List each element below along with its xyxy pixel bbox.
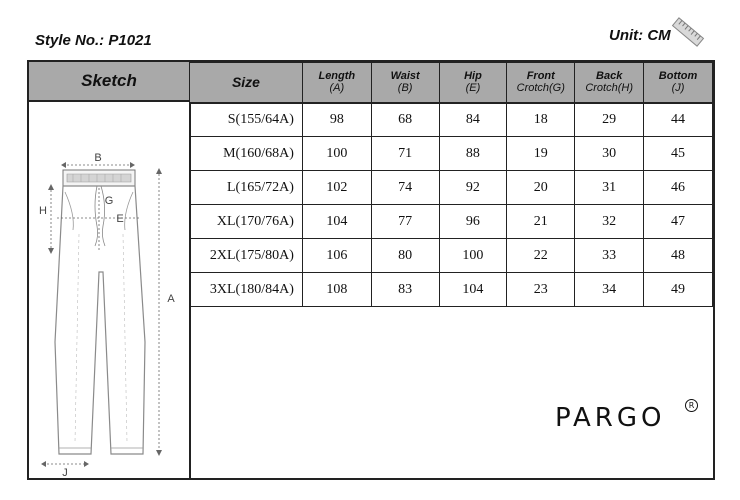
hip-cell: 104 xyxy=(439,273,507,307)
pants-sketch xyxy=(29,102,189,478)
front-crotch-cell: 19 xyxy=(507,137,575,171)
column-header-back-crotch: Back Crotch(H) xyxy=(575,63,644,103)
back-crotch-cell: 33 xyxy=(575,239,644,273)
registered-mark-icon: R xyxy=(685,399,698,412)
column-header-waist: Waist (B) xyxy=(371,63,439,103)
waist-cell: 80 xyxy=(371,239,439,273)
front-crotch-cell: 18 xyxy=(507,103,575,137)
waist-cell: 77 xyxy=(371,205,439,239)
table-row xyxy=(190,171,713,205)
bottom-cell: 47 xyxy=(644,205,713,239)
size-cell: S(155/64A) xyxy=(190,103,303,137)
size-cell: 3XL(180/84A) xyxy=(190,273,303,307)
length-cell: 106 xyxy=(302,239,371,273)
marker-e: E xyxy=(116,213,124,225)
length-cell: 104 xyxy=(302,205,371,239)
column-header-bottom: Bottom (J) xyxy=(644,63,713,103)
size-cell: M(160/68A) xyxy=(190,137,303,171)
back-crotch-cell: 29 xyxy=(575,103,644,137)
marker-h: H xyxy=(39,205,47,217)
column-header-length: Length (A) xyxy=(302,63,371,103)
length-cell: 100 xyxy=(302,137,371,171)
back-crotch-cell: 34 xyxy=(575,273,644,307)
table-header-row xyxy=(190,63,713,103)
column-header-size: Size xyxy=(190,63,303,103)
marker-j: J xyxy=(62,467,68,478)
marker-b: B xyxy=(94,152,102,164)
front-crotch-cell: 20 xyxy=(507,171,575,205)
bottom-cell: 44 xyxy=(644,103,713,137)
front-crotch-cell: 21 xyxy=(507,205,575,239)
waist-cell: 83 xyxy=(371,273,439,307)
marker-a: A xyxy=(167,293,175,305)
front-crotch-cell: 23 xyxy=(507,273,575,307)
ruler-icon xyxy=(668,12,708,52)
table-row xyxy=(190,273,713,307)
table-row xyxy=(190,103,713,137)
hip-cell: 100 xyxy=(439,239,507,273)
bottom-cell: 48 xyxy=(644,239,713,273)
sketch-column xyxy=(29,62,191,478)
bottom-cell: 49 xyxy=(644,273,713,307)
size-cell: XL(170/76A) xyxy=(190,205,303,239)
sketch-header: Sketch xyxy=(29,62,189,102)
back-crotch-cell: 30 xyxy=(575,137,644,171)
size-table xyxy=(189,62,713,307)
waist-cell: 71 xyxy=(371,137,439,171)
back-crotch-cell: 32 xyxy=(575,205,644,239)
size-cell: 2XL(175/80A) xyxy=(190,239,303,273)
hip-cell: 92 xyxy=(439,171,507,205)
column-header-front-crotch: Front Crotch(G) xyxy=(507,63,575,103)
table-row xyxy=(190,205,713,239)
back-crotch-cell: 31 xyxy=(575,171,644,205)
hip-cell: 96 xyxy=(439,205,507,239)
size-cell: L(165/72A) xyxy=(190,171,303,205)
style-number: Style No.: P1021 xyxy=(35,32,152,49)
table-row xyxy=(190,137,713,171)
front-crotch-cell: 22 xyxy=(507,239,575,273)
length-cell: 98 xyxy=(302,103,371,137)
column-header-hip: Hip (E) xyxy=(439,63,507,103)
length-cell: 102 xyxy=(302,171,371,205)
hip-cell: 88 xyxy=(439,137,507,171)
table-row xyxy=(190,239,713,273)
brand-logo: PARGO xyxy=(555,403,666,433)
bottom-cell: 45 xyxy=(644,137,713,171)
length-cell: 108 xyxy=(302,273,371,307)
marker-g: G xyxy=(104,195,114,207)
unit-label: Unit: CM xyxy=(609,27,671,44)
waist-cell: 74 xyxy=(371,171,439,205)
bottom-cell: 46 xyxy=(644,171,713,205)
waist-cell: 68 xyxy=(371,103,439,137)
hip-cell: 84 xyxy=(439,103,507,137)
